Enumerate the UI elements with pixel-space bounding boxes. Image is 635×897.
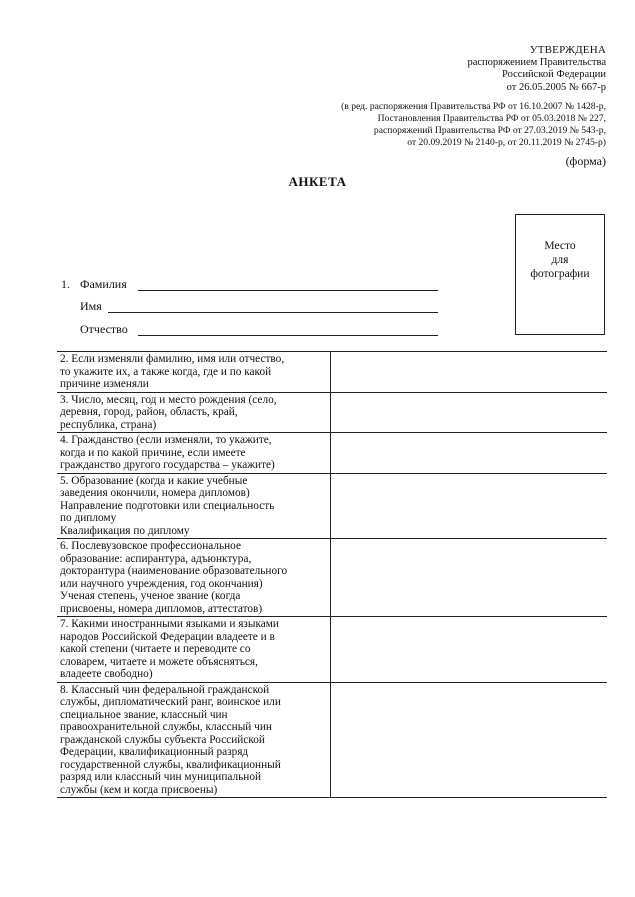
- answer-cell[interactable]: [330, 473, 607, 539]
- question-cell: 5. Образование (когда и какие учебные заведения окончили, номера дипломов) Направление подготовки или специальность по диплому Квалификация по диплому: [57, 473, 330, 539]
- questionnaire-table: [57, 351, 607, 798]
- amendment-line: от 20.09.2019 № 2140-р, от 20.11.2019 № 2745-р): [407, 137, 606, 148]
- table-row: [57, 473, 607, 539]
- question-cell: 7. Какими иностранными языками и языками народов Российской Федерации владеете и в какой степени (читаете и переводите со словарем, читаете и можете объясняться, владеете свободно): [57, 617, 330, 683]
- photo-placeholder: [515, 214, 605, 335]
- photo-label-line: для: [551, 253, 569, 266]
- patronymic-field[interactable]: [138, 335, 438, 336]
- question-cell: 2. Если изменяли фамилию, имя или отчество, то укажите их, а также когда, где и по какой причине изменяли: [57, 352, 330, 393]
- approval-line: Российской Федерации: [502, 69, 606, 80]
- answer-cell[interactable]: [330, 539, 607, 617]
- table-row: [57, 433, 607, 474]
- table-row: [57, 392, 607, 433]
- surname-field[interactable]: [138, 290, 438, 291]
- amendment-line: (в ред. распоряжения Правительства РФ от 16.10.2007 № 1428-р,: [341, 101, 606, 112]
- firstname-field[interactable]: [108, 312, 438, 313]
- answer-cell[interactable]: [330, 617, 607, 683]
- surname-label: Фамилия: [80, 277, 127, 291]
- table-row: [57, 617, 607, 683]
- answer-cell[interactable]: [330, 392, 607, 433]
- approval-block: [467, 44, 606, 94]
- question-cell: 6. Послевузовское профессиональное образование: аспирантура, адъюнктура, докторантура (наименование образовательного или научного учреждения, год окончания) Ученая степень, ученое звание (когда присвоены, номера дипломов, аттестатов): [57, 539, 330, 617]
- patronymic-label: Отчество: [80, 322, 128, 336]
- question-cell: 4. Гражданство (если изменяли, то укажите, когда и по какой причине, если имеете гражданство другого государства – укажите): [57, 433, 330, 474]
- approval-line: от 26.05.2005 № 667-р: [506, 81, 606, 93]
- amendments-block: [341, 101, 606, 149]
- answer-cell[interactable]: [330, 352, 607, 393]
- amendment-line: Постановления Правительства РФ от 05.03.2018 № 227,: [377, 113, 606, 124]
- amendment-line: распоряжений Правительства РФ от 27.03.2019 № 543-р,: [373, 125, 606, 136]
- question-cell: 3. Число, месяц, год и место рождения (село, деревня, город, район, область, край, республика, страна): [57, 392, 330, 433]
- form-note: (форма): [565, 154, 606, 168]
- photo-label-line: Место: [544, 239, 576, 252]
- photo-label-line: фотографии: [530, 267, 590, 280]
- section-number: 1.: [61, 277, 70, 291]
- firstname-label: Имя: [80, 299, 102, 313]
- table-row: [57, 682, 607, 798]
- answer-cell[interactable]: [330, 433, 607, 474]
- approval-title: УТВЕРЖДЕНА: [529, 44, 606, 56]
- answer-cell[interactable]: [330, 682, 607, 798]
- table-row: [57, 352, 607, 393]
- question-cell: 8. Классный чин федеральной гражданской службы, дипломатический ранг, воинское или специальное звание, классный чин правоохранительной службы, классный чин гражданской службы субъекта Российской Федерации, квалификационный разряд государственной службы, квалификационный разряд или классный чин муниципальной службы (кем и когда присвоены): [57, 682, 330, 798]
- document-title: АНКЕТА: [288, 174, 347, 189]
- table-row: [57, 539, 607, 617]
- approval-line: распоряжением Правительства: [467, 56, 606, 68]
